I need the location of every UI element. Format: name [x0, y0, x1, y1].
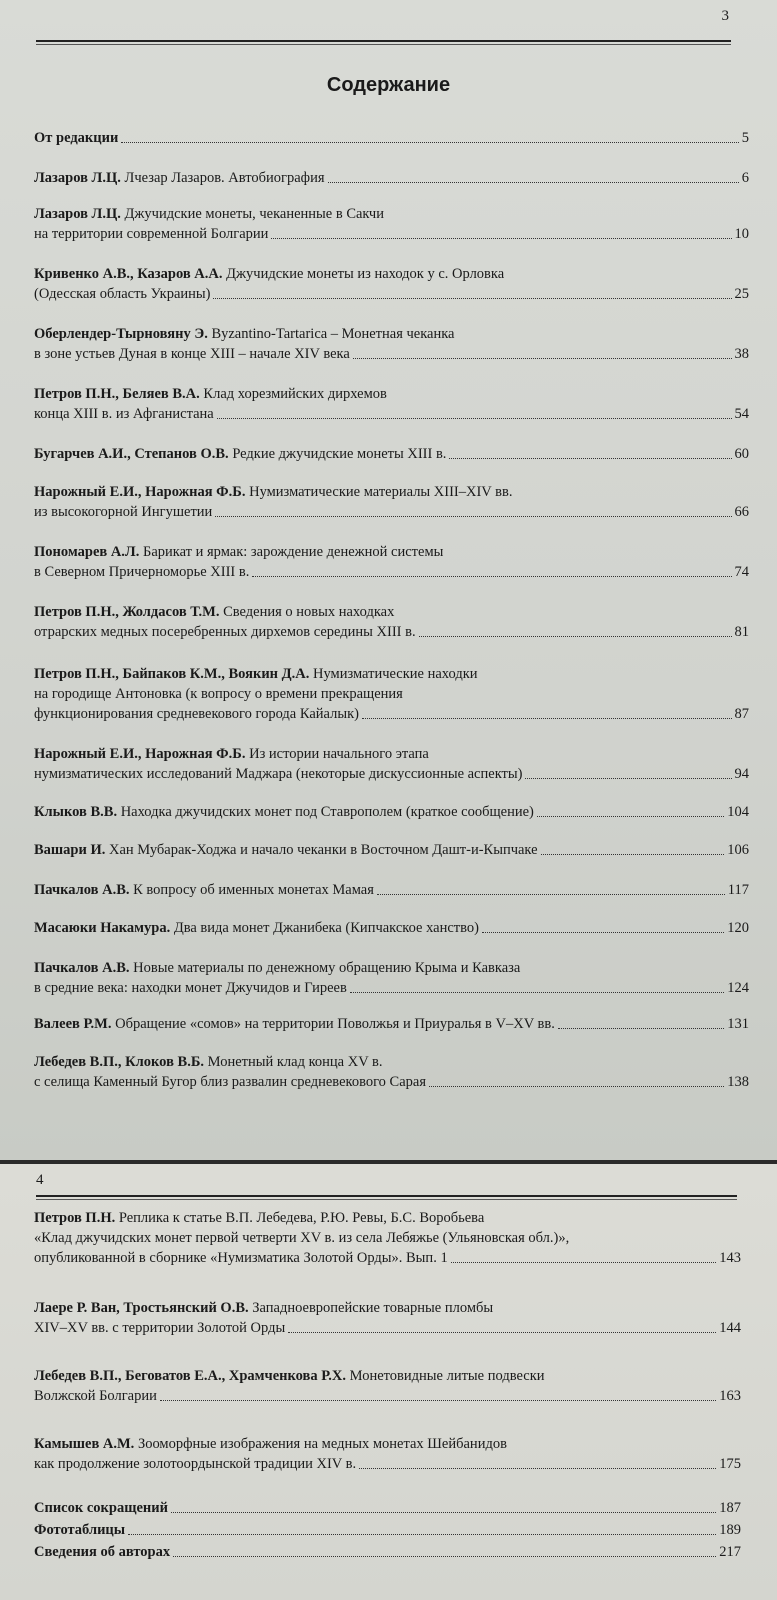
page-number: 4 [36, 1172, 44, 1188]
leader-dots [213, 298, 731, 299]
header-rule [36, 1195, 737, 1200]
toc-page-number: 10 [734, 226, 749, 242]
toc-entry [34, 602, 749, 642]
toc-entry-line [34, 168, 749, 188]
toc-entry [34, 1208, 741, 1268]
toc-title: Новые материалы по денежному обращению Крыма и Кавказа [133, 960, 521, 976]
toc-entry [34, 880, 749, 900]
toc-entry-line [34, 764, 749, 784]
toc-page-number: 87 [734, 706, 749, 722]
leader-dots [541, 854, 725, 855]
toc-entry [34, 958, 749, 998]
leader-dots [525, 778, 731, 779]
toc-entry-line [34, 128, 749, 148]
toc-entry-line [34, 684, 749, 704]
leader-dots [171, 1512, 716, 1513]
toc-page-number: 217 [719, 1544, 741, 1560]
toc-entry-line [34, 542, 749, 562]
toc-author: Лебедев В.П., Беговатов Е.А., Храмченкова Р.Х. [34, 1368, 347, 1384]
leader-dots [217, 418, 732, 419]
leader-dots [377, 894, 725, 895]
toc-entry [34, 1298, 741, 1338]
toc-author: Масаюки Накамура. [34, 920, 171, 936]
leader-dots [429, 1086, 724, 1087]
toc-entry-line [34, 404, 749, 424]
toc-page-number: 187 [719, 1500, 741, 1516]
toc-entry-line [34, 802, 749, 822]
toc-page-number: 54 [734, 406, 749, 422]
leader-dots [271, 238, 731, 239]
leader-dots [328, 182, 739, 183]
toc-author: Бугарчев А.И., Степанов О.В. [34, 446, 229, 462]
toc-page-number: 66 [734, 504, 749, 520]
toc-author: Клыков В.В. [34, 804, 118, 820]
toc-title: «Клад джучидских монет первой четверти XV в. из села Лебяжье (Ульяновская обл.)», [34, 1230, 570, 1246]
leader-dots [350, 992, 724, 993]
toc-entry [34, 204, 749, 244]
toc-entry-line [34, 1542, 741, 1562]
toc-entry [34, 1052, 749, 1092]
toc-author: Вашари И. [34, 842, 106, 858]
toc-entry-line [34, 602, 749, 622]
toc-title: из высокогорной Ингушетии [34, 504, 213, 520]
toc-list [34, 1208, 741, 1562]
toc-page-number: 94 [734, 766, 749, 782]
toc-page-number: 120 [727, 920, 749, 936]
leader-dots [419, 636, 732, 637]
toc-entry-line [34, 622, 749, 642]
leader-dots [215, 516, 731, 517]
toc-title: Редкие джучидские монеты XIII в. [232, 446, 447, 462]
header-rule [36, 40, 731, 45]
toc-page-number: 144 [719, 1320, 741, 1336]
toc-entry-line [34, 664, 749, 684]
toc-entry-line [34, 284, 749, 304]
toc-entry [34, 840, 749, 860]
toc-author: Лазаров Л.Ц. [34, 206, 121, 222]
toc-title: отрарских медных посеребренных дирхемов середины XIII в. [34, 624, 416, 640]
toc-page-number: 106 [727, 842, 749, 858]
toc-page-number: 104 [727, 804, 749, 820]
toc-author: Оберлендер-Тырновяну Э. [34, 326, 208, 342]
toc-entry [34, 542, 749, 582]
leader-dots [173, 1556, 716, 1557]
leader-dots [353, 358, 732, 359]
toc-entry [34, 1498, 741, 1518]
toc-title: Два вида монет Джанибека (Кипчакское ханство) [173, 920, 479, 936]
toc-entry-line [34, 1498, 741, 1518]
toc-title: Монетовидные литые подвески [349, 1368, 545, 1384]
toc-entry-line [34, 1366, 741, 1386]
toc-entry-line [34, 264, 749, 284]
toc-title: Обращение «сомов» на территории Поволжья и Приуралья в V–XV вв. [115, 1016, 555, 1032]
toc-page-number: 38 [734, 346, 749, 362]
toc-entry-line [34, 1014, 749, 1034]
toc-page-number: 5 [741, 130, 749, 146]
toc-title: (Одесская область Украины) [34, 286, 211, 302]
toc-title: Клад хорезмийских дирхемов [203, 386, 387, 402]
toc-entry [34, 1366, 741, 1406]
toc-entry-line [34, 204, 749, 224]
toc-entry [34, 444, 749, 464]
toc-title: Нумизматические находки [312, 666, 478, 682]
toc-author: Список сокращений [34, 1500, 168, 1516]
toc-author: Нарожный Е.И., Нарожная Ф.Б. [34, 746, 246, 762]
toc-entry [34, 128, 749, 148]
toc-page-number: 163 [719, 1388, 741, 1404]
toc-entry-line [34, 704, 749, 724]
toc-entry [34, 168, 749, 188]
toc-title: в средние века: находки монет Джучидов и Гиреев [34, 980, 347, 996]
toc-author: Пономарев А.Л. [34, 544, 140, 560]
toc-page-number: 6 [741, 170, 749, 186]
toc-entry-line [34, 1052, 749, 1072]
toc-title: в зоне устьев Дуная в конце XIII – начале XIV века [34, 346, 350, 362]
toc-entry-line [34, 1228, 741, 1248]
toc-author: Камышев А.М. [34, 1436, 135, 1452]
toc-title: как продолжение золотоордынской традиции XIV в. [34, 1456, 357, 1472]
toc-title: Находка джучидских монет под Ставрополем (краткое сообщение) [120, 804, 534, 820]
toc-title: Сведения о новых находках [223, 604, 395, 620]
toc-page-number: 131 [727, 1016, 749, 1032]
toc-entry [34, 918, 749, 938]
toc-author: Валеев Р.М. [34, 1016, 112, 1032]
toc-author: Петров П.Н., Жолдасов Т.М. [34, 604, 220, 620]
toc-entry-line [34, 1208, 741, 1228]
toc-entry-line [34, 502, 749, 522]
leader-dots [449, 458, 731, 459]
leader-dots [252, 576, 731, 577]
toc-page-number: 60 [734, 446, 749, 462]
toc-page-number: 175 [719, 1456, 741, 1472]
toc-entry [34, 482, 749, 522]
toc-title: с селища Каменный Бугор близ развалин средневекового Сарая [34, 1074, 426, 1090]
toc-entry-line [34, 1072, 749, 1092]
toc-title: функционирования средневекового города Кайалык) [34, 706, 359, 722]
toc-entry [34, 1520, 741, 1540]
toc-title: на городище Антоновка (к вопросу о времени прекращения [34, 686, 403, 702]
toc-title: на территории современной Болгарии [34, 226, 269, 242]
toc-entry [34, 1014, 749, 1034]
toc-entry-line [34, 224, 749, 244]
toc-entry-line [34, 880, 749, 900]
leader-dots [451, 1262, 717, 1263]
toc-entry-line [34, 1434, 741, 1454]
leader-dots [537, 816, 724, 817]
leader-dots [128, 1534, 716, 1535]
toc-entry-line [34, 344, 749, 364]
toc-author: Петров П.Н. [34, 1210, 116, 1226]
toc-entry [34, 384, 749, 424]
toc-title: Зооморфные изображения на медных монетах Шейбанидов [137, 1436, 507, 1452]
toc-entry-line [34, 562, 749, 582]
toc-author: Кривенко А.В., Казаров А.А. [34, 266, 223, 282]
toc-author: Петров П.Н., Байпаков К.М., Воякин Д.А. [34, 666, 310, 682]
toc-page-number: 74 [734, 564, 749, 580]
toc-entry-line [34, 978, 749, 998]
toc-page-number: 124 [727, 980, 749, 996]
toc-title: Нумизматические материалы XIII–XIV вв. [249, 484, 513, 500]
toc-page-number: 189 [719, 1522, 741, 1538]
toc-author: Лазаров Л.Ц. [34, 170, 121, 186]
toc-entry-line [34, 744, 749, 764]
leader-dots [359, 1468, 716, 1469]
toc-page-number: 143 [719, 1250, 741, 1266]
toc-title: Джучидские монеты, чеканенные в Сакчи [124, 206, 384, 222]
toc-author: Лаере Р. Ван, Тростьянский О.В. [34, 1300, 249, 1316]
toc-author: Фототаблицы [34, 1522, 126, 1538]
toc-entry [34, 1434, 741, 1474]
leader-dots [482, 932, 724, 933]
toc-title: К вопросу об именных монетах Мамая [133, 882, 374, 898]
page-number: 3 [721, 8, 729, 24]
contents-heading: Содержание [326, 74, 451, 96]
toc-entry [34, 1542, 741, 1562]
toc-title: нумизматических исследований Маджара (некоторые дискуссионные аспекты) [34, 766, 523, 782]
toc-entry-line [34, 1454, 741, 1474]
toc-entry-line [34, 958, 749, 978]
toc-entry-line [34, 444, 749, 464]
toc-title: Барикат и ярмак: зарождение денежной системы [143, 544, 444, 560]
toc-entry-line [34, 1318, 741, 1338]
toc-list [34, 128, 749, 1092]
page-4 [0, 1164, 777, 1600]
toc-title: в Северном Причерноморье XIII в. [34, 564, 250, 580]
toc-entry-line [34, 384, 749, 404]
toc-entry-line [34, 918, 749, 938]
toc-title: Западноевропейские товарные пломбы [252, 1300, 494, 1316]
leader-dots [160, 1400, 716, 1401]
toc-author: От редакции [34, 130, 119, 146]
toc-page-number: 25 [734, 286, 749, 302]
toc-title: конца XIII в. из Афганистана [34, 406, 214, 422]
toc-entry-line [34, 324, 749, 344]
toc-author: Сведения об авторах [34, 1544, 171, 1560]
toc-author: Нарожный Е.И., Нарожная Ф.Б. [34, 484, 246, 500]
toc-author: Пачкалов А.В. [34, 960, 130, 976]
toc-entry-line [34, 1298, 741, 1318]
toc-title: Хан Мубарак-Ходжа и начало чеканки в Восточном Дашт-и-Кыпчаке [109, 842, 538, 858]
toc-entry [34, 744, 749, 784]
leader-dots [362, 718, 732, 719]
leader-dots [288, 1332, 716, 1333]
toc-page-number: 81 [734, 624, 749, 640]
toc-page-number: 117 [727, 882, 749, 898]
toc-title: Волжской Болгарии [34, 1388, 157, 1404]
toc-entry [34, 664, 749, 724]
toc-title: Монетный клад конца XV в. [207, 1054, 383, 1070]
toc-author: Лебедев В.П., Клоков В.Б. [34, 1054, 205, 1070]
leader-dots [558, 1028, 724, 1029]
toc-entry-line [34, 1520, 741, 1540]
toc-entry [34, 324, 749, 364]
toc-title: опубликованной в сборнике «Нумизматика Золотой Орды». Вып. 1 [34, 1250, 448, 1266]
toc-entry [34, 802, 749, 822]
toc-title: XIV–XV вв. с территории Золотой Орды [34, 1320, 286, 1336]
toc-title: Byzantino-Tartarica – Монетная чеканка [211, 326, 455, 342]
toc-entry-line [34, 1248, 741, 1268]
toc-entry [34, 264, 749, 304]
toc-page-number: 138 [727, 1074, 749, 1090]
toc-author: Пачкалов А.В. [34, 882, 130, 898]
toc-title: Джучидские монеты из находок у с. Орловка [226, 266, 505, 282]
toc-title: Из истории начального этапа [249, 746, 429, 762]
toc-title: Реплика к статье В.П. Лебедева, Р.Ю. Ревы, Б.С. Воробьева [118, 1210, 485, 1226]
toc-title: Лчезар Лазаров. Автобиография [124, 170, 325, 186]
toc-entry-line [34, 1386, 741, 1406]
leader-dots [121, 142, 738, 143]
toc-entry-line [34, 840, 749, 860]
toc-author: Петров П.Н., Беляев В.А. [34, 386, 200, 402]
toc-entry-line [34, 482, 749, 502]
